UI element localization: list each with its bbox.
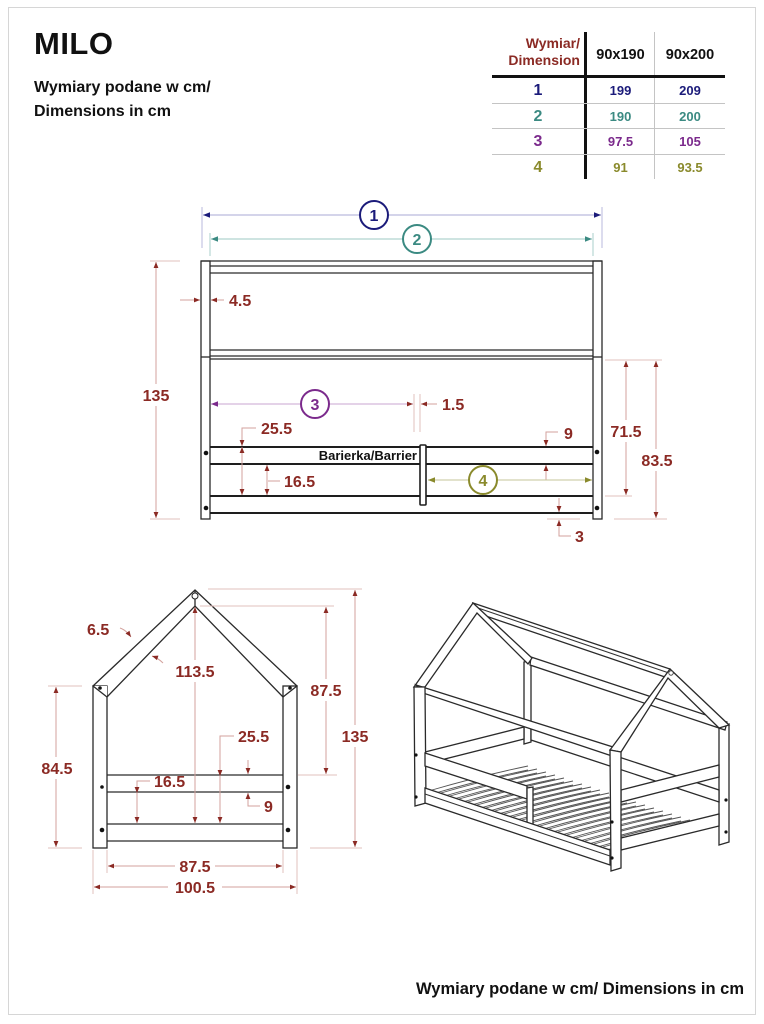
product-title: MILO (34, 26, 114, 61)
total-width-label: 100.5 (174, 880, 216, 897)
dimension-1-label: 1 (369, 208, 379, 225)
side-height-label: 71.5 (610, 424, 642, 441)
table-cell-dim: 3 (492, 129, 587, 154)
front-right-post (593, 261, 602, 519)
table-cell-90x200: 209 (679, 83, 701, 98)
barrier-height-label: 25.5 (261, 421, 293, 438)
height-total-label: 135 (142, 388, 170, 405)
side-total-height-label: 135 (341, 729, 369, 746)
table-header-90x190: 90x190 (587, 32, 655, 75)
lower-gap-label: 16.5 (284, 474, 316, 491)
units-note-line2: Dimensions in cm (34, 103, 171, 120)
header-dimension: Dimension (508, 52, 580, 68)
dimension-4-label: 4 (478, 473, 488, 490)
side-right-post (283, 686, 297, 848)
units-note-line1: Wymiary podane w cm/ (34, 79, 211, 96)
post-width-label: 4.5 (229, 293, 252, 310)
table-cell-90x190: 190 (587, 104, 655, 129)
dimension-3-label: 3 (310, 397, 320, 414)
post-height-label: 84.5 (41, 761, 73, 778)
table-cell-90x190: 97.5 (587, 129, 655, 154)
table-header-90x200: 90x200 (665, 47, 715, 63)
front-left-post (201, 261, 210, 519)
header-wymiar: Wymiar/ (525, 35, 580, 51)
barrier-label: Barierka/Barrier (318, 448, 417, 463)
table-cell-90x200: 105 (679, 134, 701, 149)
isometric-view (414, 603, 729, 871)
bottom-gap-label: 3 (575, 529, 584, 546)
side-rail-height-label: 9 (264, 799, 273, 816)
side-total-label: 83.5 (641, 453, 673, 470)
rail-height-label: 9 (564, 426, 573, 443)
side-left-post (93, 686, 107, 848)
roof-thickness-label: 6.5 (87, 622, 110, 639)
inner-height-label: 113.5 (175, 664, 215, 681)
barrier-post-width-label: 1.5 (442, 397, 465, 414)
table-cell-dim: 4 (492, 155, 587, 180)
table-cell-dim: 2 (492, 104, 587, 129)
table-cell-90x200: 93.5 (677, 159, 703, 175)
roof-height-label: 87.5 (310, 683, 342, 700)
table-cell-dim: 1 (492, 78, 587, 103)
inner-width-label: 87.5 (179, 859, 211, 876)
table-cell-90x190: 199 (587, 78, 655, 103)
dimension-2-label: 2 (412, 232, 422, 249)
side-barrier-height-label: 25.5 (238, 729, 270, 746)
table-cell-90x190: 91 (587, 155, 655, 180)
barrier-post (420, 445, 426, 505)
front-view (138, 201, 676, 546)
side-view (36, 589, 373, 898)
side-lower-gap-label: 16.5 (154, 774, 186, 791)
table-cell-90x200: 200 (679, 108, 701, 124)
units-footer-note: Wymiary podane w cm/ Dimensions in cm (416, 980, 744, 998)
